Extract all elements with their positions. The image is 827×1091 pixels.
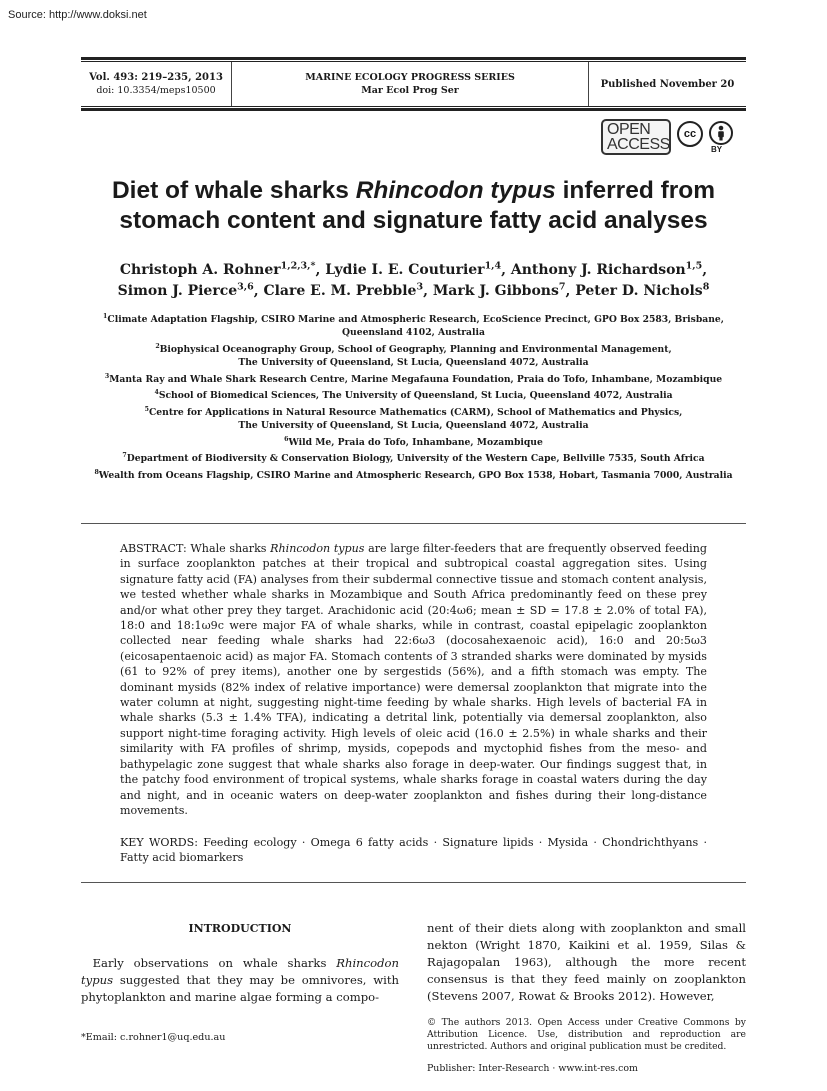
creative-commons-icon: cc [677, 121, 703, 147]
author-sep: , [253, 283, 264, 299]
author [120, 262, 325, 278]
affiliation-text: Department of Biodiversity & Conservation Biology, University of the Western Cape, Bellville 7535, South Africa [126, 453, 705, 465]
author-sep: , [423, 283, 433, 299]
body-text: Early observations on whale sharks [92, 956, 337, 970]
author-name: Anthony J. Richardson [510, 262, 686, 278]
person-icon [711, 123, 731, 143]
publisher-line: Publisher: Inter-Research · www.int-res.com [427, 1063, 638, 1074]
abstract [120, 541, 707, 818]
affiliation-number: 6 [284, 435, 289, 443]
abstract-species: Rhincodon typus [270, 542, 365, 555]
author-name: Peter D. Nichols [575, 283, 703, 299]
body-species: Rhincodon typus [81, 956, 399, 987]
author-name: Mark J. Gibbons [432, 283, 559, 299]
attribution-label: BY [711, 145, 723, 154]
author-list [60, 260, 767, 302]
author [263, 283, 432, 299]
author-sep: , [565, 283, 576, 299]
affiliation-text: Centre for Applications in Natural Resource Mathematics (CARM), School of Mathematics and Physics, [148, 406, 683, 418]
affiliation [70, 389, 757, 402]
affiliation-number: 5 [144, 405, 149, 413]
open-access-badge [601, 119, 671, 155]
author-affiliation-ref: 3,6 [237, 281, 254, 293]
author-sep: , [702, 262, 708, 278]
title-line-2: stomach content and signature fatty acid analyses [119, 207, 708, 234]
header-bottom-rule [81, 108, 746, 111]
open-access-access: ACCESS [607, 136, 670, 153]
affiliation-text: Wild Me, Praia do Tofo, Inhambane, Mozambique [288, 436, 543, 448]
affiliation-text: The University of Queensland, St Lucia, Queensland 4072, Australia [238, 357, 589, 368]
abstract-bottom-rule [81, 882, 746, 883]
affiliation-number: 3 [104, 372, 110, 380]
affiliation [70, 436, 757, 449]
keywords-text: Feeding ecology · Omega 6 fatty acids · Signature lipids · Mysida · Chondrichthyans · Fatty acid biomarkers [120, 836, 707, 865]
author-affiliation-ref: 3 [416, 281, 424, 293]
author [325, 262, 511, 278]
author [511, 262, 707, 278]
journal-abbrev: Mar Ecol Prog Ser [361, 85, 459, 96]
published-cell [589, 62, 746, 106]
license-notice: © The authors 2013. Open Access under Creative Commons by Attribution Licence. Use, distribution and reproduction are unrestricted. Authors and original publication must be credited. [427, 1017, 746, 1052]
author-line-1 [60, 260, 767, 281]
affiliation [70, 313, 757, 339]
abstract-top-rule [81, 523, 746, 524]
author-name: Lydie I. E. Couturier [325, 262, 485, 278]
article-title [60, 176, 767, 236]
title-text: inferred from [555, 177, 716, 204]
author-name: Simon J. Pierce [117, 283, 238, 299]
affiliation [70, 406, 757, 432]
author-name: Clare E. M. Prebble [263, 283, 417, 299]
attribution-icon [709, 121, 733, 145]
introduction-column-2: nent of their diets along with zooplankton and small nekton (Wright 1870, Kaikini et al. 1959, Silas & Rajagopalan 1963), although the more recent consensus is that they feed mainly on zooplankton (Stevens 2007, Rowat & Brooks 2012). However, [427, 921, 746, 1003]
open-access-open: OPEN [607, 121, 651, 138]
introduction-heading: INTRODUCTION [188, 922, 292, 935]
affiliation-text: Manta Ray and Whale Shark Research Centre, Marine Megafauna Foundation, Praia do Tofo, Inhambane, Mozambique [109, 373, 723, 385]
body-text: suggested that they may be omnivores, with phytoplankton and marine algae forming a compo- [81, 973, 399, 1004]
author-line-2 [60, 281, 767, 302]
author-sep: , [315, 262, 326, 278]
author-name: Christoph A. Rohner [119, 262, 281, 278]
affiliation-number: 7 [122, 452, 127, 460]
affiliation-text: School of Biomedical Sciences, The University of Queensland, St Lucia, Queensland 4072, Australia [158, 390, 673, 402]
introduction-paragraph [81, 955, 399, 1006]
title-species: Rhincodon typus [355, 177, 556, 204]
abstract-text: are large filter-feeders that are frequently observed feeding in surface zooplankton patches at their tropical and subtropical coastal aggregation sites. Using signature fatty acid (FA) analyses from their subdermal connective tissue and stomach content analysis, we tested whether whale sharks in Mozambique and South Africa predominantly feed on these prey and/or what other prey they target. Arachidonic acid (20:4ω6; mean ± SD = 17.8 ± 2.0% of total FA), 18:0 and 18:1ω9c were major FA of whale sharks, while in contrast, coastal epipelagic zooplankton collected near feeding whale sharks had 22:6ω3 (docosahexaenoic acid), 16:0 and 20:5ω3 (eicosapentaenoic acid) as major FA. Stomach contents of 3 stranded sharks were dominated by mysids (61 to 92% of prey items), another one by sergestids (56%), and a fifth stomach was empty. The dominant mysids (82% index of relative importance) were demersal zooplankton that migrate into the water column at night, suggesting night-time feeding by whale sharks. High levels of bacterial FA in whale sharks (5.3 ± 1.4% TFA), indicating a detrital link, potentially via demersal zooplankton, also support night-time foraging activity. High levels of oleic acid (16.0 ± 2.5%) in whale sharks and their similarity with FA profiles of shrimp, mysids, copepods and myctophid fishes from the meso- and bathypelagic zone suggest that whale sharks also forage in deep-water. Our findings suggest that, in the patchy food environment of tropical systems, whale sharks forage in coastal waters during the day and night, and in oceanic waters on deep-water zooplankton and fishes during their long-distance movements. [120, 542, 707, 817]
affiliation-text: Climate Adaptation Flagship, CSIRO Marine and Atmospheric Research, EcoScience Precinct, GPO Box 2583, Brisbane, [107, 314, 724, 325]
author-affiliation-ref: 1,5 [685, 260, 703, 272]
affiliation [70, 452, 757, 465]
affiliation [70, 469, 757, 482]
author [575, 283, 709, 299]
abstract-label: ABSTRACT: [120, 542, 191, 555]
affiliation-number: 2 [155, 342, 160, 350]
author-affiliation-ref: 1,2,3,* [280, 260, 316, 272]
keywords-label: KEY WORDS: [120, 836, 204, 849]
affiliations [70, 313, 757, 485]
header-top-rule [81, 57, 746, 60]
author-affiliation-ref: 8 [702, 281, 710, 293]
affiliation-text: Biophysical Oceanography Group, School of Geography, Planning and Environmental Management, [159, 343, 672, 355]
title-text: Diet of whale sharks [111, 177, 356, 204]
affiliation [70, 343, 757, 369]
keywords [120, 835, 707, 866]
journal-name: MARINE ECOLOGY PROGRESS SERIES [305, 72, 515, 83]
author-affiliation-ref: 1,4 [484, 260, 502, 272]
author-affiliation-ref: 7 [558, 281, 566, 293]
author [118, 283, 264, 299]
affiliation-number: 1 [103, 312, 108, 320]
affiliation-text: Queensland 4102, Australia [342, 327, 485, 339]
doi: doi: 10.3354/meps10500 [96, 85, 216, 96]
title-line-1 [60, 176, 767, 206]
affiliation-number: 4 [154, 389, 159, 397]
volume-cell [81, 62, 231, 106]
source-url: Source: http://www.doksi.net [8, 9, 147, 21]
journal-cell [232, 62, 588, 106]
affiliation-text: The University of Queensland, St Lucia, Queensland 4072, Australia [238, 419, 589, 431]
volume-info: Vol. 493: 219–235, 2013 [89, 72, 223, 83]
published-date: Published November 20 [600, 78, 735, 90]
header-bottom-thin-rule [81, 106, 746, 107]
affiliation-text: Wealth from Oceans Flagship, CSIRO Marine and Atmospheric Research, GPO Box 1538, Hobart, Tasmania 7000, Australia [98, 469, 733, 481]
affiliation [70, 373, 757, 386]
author-sep: , [501, 262, 511, 278]
abstract-text: Whale sharks [190, 542, 271, 555]
corresponding-email: *Email: c.rohner1@uq.edu.au [81, 1032, 226, 1043]
author [433, 283, 575, 299]
affiliation-number: 8 [94, 468, 99, 476]
